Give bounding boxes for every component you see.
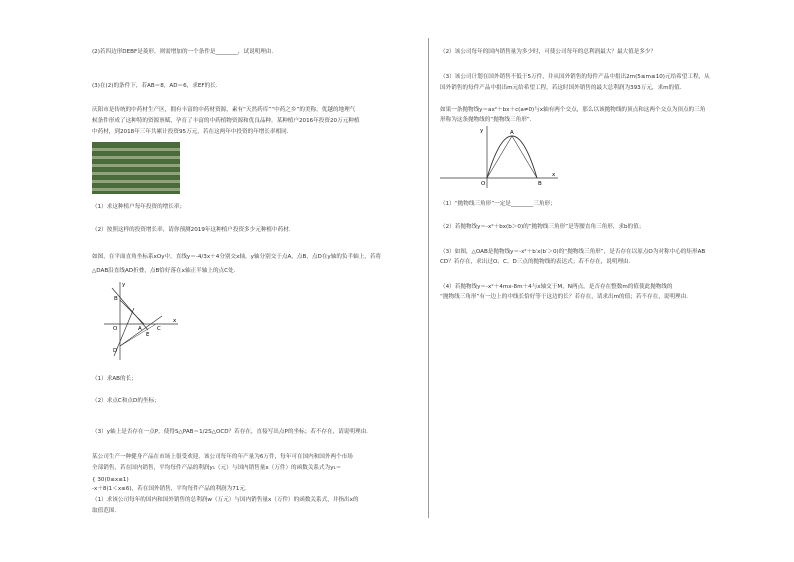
text-line: △DAB沿直线AD折叠，点B恰好落在x轴正半轴上的点C处. bbox=[92, 268, 236, 274]
question-item: （2）求点C和点D的坐标； bbox=[92, 398, 160, 404]
question-item: （1）求这种植户每年投资的增长率； bbox=[92, 204, 186, 210]
column-divider bbox=[428, 38, 429, 518]
crop-field-photo bbox=[92, 142, 180, 194]
question-item: （4）若抛物线y＝-x²＋4mx-8m＋4与x轴交于M，N两点，是否存在整数m的值使此抛物线的 bbox=[440, 284, 673, 290]
axis-label-y: y bbox=[122, 282, 126, 288]
point-label-d: D bbox=[113, 348, 118, 354]
text-line: 庆阳市是传统的中药材生产区，拥有丰富的中药材资源，素有“天然药库”“中药之乡”的美称。优越的地理气 bbox=[92, 107, 356, 113]
text-line: 如果一条抛物线y＝ax²＋bx＋c(a≠0)与x轴有两个交点，那么以该抛物线的顶点和这两个交点为顶点的三角 bbox=[440, 107, 706, 113]
text-line: 全部销售，若在国内销售，平均每件产品的利润y₁（元）与国内销售量x（万件）的函数关系式为y₁＝ bbox=[92, 465, 342, 471]
question-item: （3）如图，△OAB是抛物线y＝-x²＋b′x(b′＞0)的“抛物线三角形”，是否存在以原点O为对称中心的矩形AB bbox=[440, 249, 706, 255]
point-label-e: E bbox=[146, 332, 150, 338]
coordinate-figure bbox=[102, 280, 180, 362]
question-item: （3）该公司计划在国外销售不低于5万件，并从国外销售的每件产品中捐出2m(5≤m≤10)元给希望工程，从 bbox=[440, 74, 710, 80]
text-line: “抛物线三角形”有一边上的中线长恰好等于这边的长？若存在，请求出m的值；若不存在，说明理由. bbox=[440, 294, 688, 300]
question-item: （3）y轴上是否存在一点P，使得S△PAB＝1/2S△OCD？若存在，直接写出点P的坐标；若不存在，请说明理由. bbox=[92, 429, 368, 435]
text-line: 取值范围. bbox=[92, 508, 117, 514]
parabola-figure bbox=[440, 124, 560, 190]
question-item: （1）“抛物线三角形”一定是________三角形； bbox=[440, 201, 556, 207]
question-item: （2）若抛物线y＝-x²＋bx(b＞0)的“抛物线三角形”是等腰直角三角形，求b的值； bbox=[440, 224, 645, 230]
text-line: CD？若存在，求出过O、C、D三点的抛物线的表达式；若不存在，说明理由. bbox=[440, 259, 631, 265]
text-line: 国外销售的每件产品中捐出m元给希望工程，若这时国外销售的最大总利润为393万元，求m的值. bbox=[440, 85, 682, 91]
text-line: 形称为这条抛物线的“抛物线三角形”. bbox=[440, 117, 532, 123]
axis-label-x: x bbox=[552, 172, 556, 178]
text-line: -x＋8(1＜x≤6)，若在国外销售，平均每件产品的利润为71元. bbox=[92, 486, 247, 492]
text-line: 候条件形成了这种特的资源禀赋，孕育了丰富的中药植物资源和优良品种。某种植户2016年投资20万元种植 bbox=[92, 118, 360, 124]
question-item: （1）求AB的长； bbox=[92, 376, 137, 382]
point-label-o: O bbox=[481, 181, 486, 187]
point-label-c: C bbox=[157, 326, 161, 332]
text-line: (2)若四边形DEBF是菱形，则需增加的一个条件是________，试说明理由. bbox=[92, 49, 274, 55]
question-item: （2）该公司每年的国内销售量为多少时，可使公司每年的总利润最大？最大值是多少？ bbox=[440, 49, 657, 55]
point-label-a: A bbox=[510, 130, 514, 136]
point-label-b: B bbox=[538, 181, 542, 187]
question-item: （1）求该公司每年的国内和国外销售的总利润w（万元）与国内销售量x（万件）的函数关系式，并指出x的 bbox=[92, 497, 359, 503]
text-line: { 30(0≤x≤1) bbox=[92, 477, 129, 483]
text-line: 某公司生产一种健身产品在市场上很受欢迎，该公司每年的年产量为6万件，每年可在国内和国外两个市场 bbox=[92, 454, 353, 460]
point-label-a: A bbox=[138, 326, 142, 332]
text-line: 如图，在平面直角坐标系xOy中，直线y＝-4/3x＋4分别交x轴，y轴分别交于点A，点B，点D在y轴的负半轴上，若将 bbox=[92, 254, 382, 260]
text-line: (3)在(2)的条件下，若AB＝8，AD＝6，求EF的长. bbox=[92, 83, 218, 89]
text-line: 中药材，到2018年三年共累计投资95万元，若在这两年中投资的年增长率相同. bbox=[92, 129, 289, 135]
question-item: （2）按照这样的投资增长率，请你预测2019年这种植户投资多少元种植中药材. bbox=[92, 227, 291, 233]
point-label-o: O bbox=[113, 326, 118, 332]
point-label-b: B bbox=[114, 296, 118, 302]
axis-label-x: x bbox=[173, 318, 177, 324]
axis-label-y: y bbox=[480, 128, 484, 134]
